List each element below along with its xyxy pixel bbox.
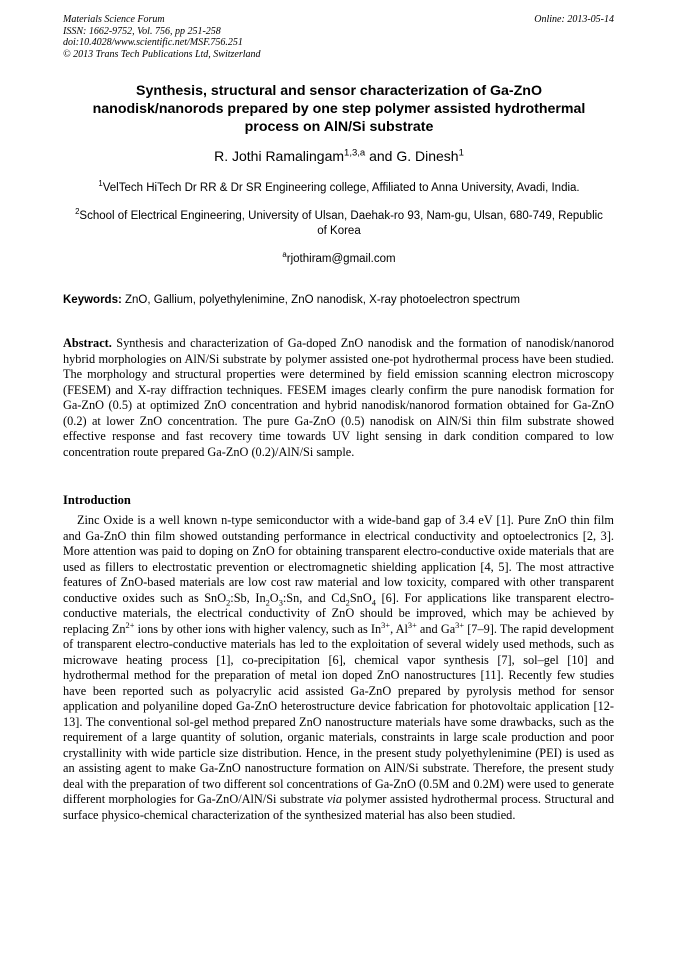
author-2: G. Dinesh <box>396 148 459 164</box>
intro-sub-3: 3 <box>278 597 283 607</box>
intro-text-5: SnO <box>349 590 372 605</box>
copyright-line: © 2013 Trans Tech Publications Ltd, Switzerland <box>63 48 261 60</box>
author-connector: and <box>365 148 397 164</box>
author-1: R. Jothi Ramalingam <box>214 148 345 164</box>
intro-text-1: Zinc Oxide is a well known n-type semiconductor with a wide-band gap of 3.4 eV [1]. Pure ZnO thin film and Ga-ZnO thin film showed outstanding performance in electrical conductivity and optoelectronics [2, 3]. More attention was paid to doping on ZnO for obtaining transparent electro-conductive oxide materials that are used as fillers to electrostatic prevention or electromagnetic shielding application [4, 5]. The most attractive features of ZnO-based materials are low cost raw material and low toxicity, compared with other transparent conductive oxides such as SnO <box>63 513 614 605</box>
intro-sub-5: 4 <box>371 597 376 607</box>
affiliation-2 <box>70 209 608 239</box>
journal-header <box>63 14 261 60</box>
doi-line: doi:10.4028/www.scientific.net/MSF.756.251 <box>63 37 243 48</box>
intro-text-10: [7–9]. The rapid development of transparent electro-conductive materials has led to the exploitation of several widely used methods, such as microwave heating process [1], co-precipitation [6], chemical vapor synthesis [7], sol–gel [10] and hydrothermal method for the preparation of metal ion doped ZnO nanostructures [11]. Recently few studies have been reported such as polyacrylic acid assisted Ga-ZnO prepared by pyrolysis method for sensor application and polyaniline doped Ga-ZnO heterostructure device fabrication for photovoltaic application [12-13]. The conventional sol-gel method prepared ZnO nanostructure materials have some drawbacks, such as the requirement of a large quantity of solution, organic materials, constraints in large scale production and poor crystallinity with wide particle size distribution. Hence, in the present study polyethylenimine (PEI) is used as an assisting agent to make Ga-ZnO nanostructure formation on AlN/Si substrate. Therefore, the present study deal with the preparation of two different sol concentrations of Ga-ZnO (0.5M and 0.2M) were used to generate different morphologies for Ga-ZnO/AlN/Si substrate <box>63 621 614 806</box>
email-line <box>0 252 678 267</box>
intro-sup-4: 3+ <box>455 620 465 630</box>
intro-text-8: , Al <box>390 621 408 636</box>
intro-sup-2: 3+ <box>381 620 391 630</box>
intro-text-9: and Ga <box>416 621 456 636</box>
online-date: Online: 2013-05-14 <box>534 14 614 25</box>
affiliation-1 <box>70 181 608 196</box>
author-2-affiliation-mark: 1 <box>458 147 464 159</box>
issn-line: ISSN: 1662-9752, Vol. 756, pp 251-258 <box>63 25 221 37</box>
introduction-heading: Introduction <box>63 493 131 507</box>
paper-title: Synthesis, structural and sensor characterization of Ga-ZnO nanodisk/nanorods prepared by one step polymer assisted hydrothermal process on AlN/Si substrate <box>92 83 586 135</box>
abstract-label: Abstract. <box>63 336 112 350</box>
author-1-affiliation-mark: 1,3,a <box>344 147 366 159</box>
abstract-text: Synthesis and characterization of Ga-doped ZnO nanodisk and the formation of nanodisk/nanorod hybrid morphologies on AlN/Si substrate by polymer assisted one-pot hydrothermal process have been studied. The morphology and structural properties were determined by field emission scanning electron microscopy (FESEM) and X-ray diffraction techniques. FESEM images clearly confirm the pure nanodisk formation for Ga-ZnO (0.5) at optimized ZnO concentration and hybrid nanodisk/nanorod formation obtained for Ga-ZnO (0.2) at lower ZnO concentration. The pure Ga-ZnO (0.5) nanodisk on AlN/Si thin film substrate showed effective response and fast recovery time towards UV light sensing in dark condition compared to low concentration route prepared Ga-ZnO (0.2)/AlN/Si sample. <box>63 336 614 459</box>
intro-text-2: :Sb, In <box>230 590 266 605</box>
keywords-text: ZnO, Gallium, polyethylenimine, ZnO nanodisk, X-ray photoelectron spectrum <box>121 294 521 306</box>
keywords <box>63 293 615 308</box>
author-line <box>0 147 678 165</box>
affiliation-2-mark: 2 <box>75 207 80 217</box>
affiliation-2-text: School of Electrical Engineering, University of Ulsan, Daehak-ro 93, Nam-gu, Ulsan, 680-749, Republic of Korea <box>79 210 603 237</box>
affiliation-1-mark: 1 <box>98 179 103 189</box>
intro-sub-4: 2 <box>345 597 350 607</box>
affiliation-1-text: VelTech HiTech Dr RR & Dr SR Engineering college, Affiliated to Anna University, Avadi, India. <box>102 182 580 194</box>
email-mark: a <box>282 250 287 260</box>
intro-via: via <box>326 792 342 806</box>
abstract <box>63 336 614 460</box>
introduction-paragraph <box>63 513 614 823</box>
intro-text-11: polymer assisted hydrothermal process. Structural and surface physico-chemical characterization of the synthesized material has also been studied. <box>63 792 614 822</box>
journal-name: Materials Science Forum <box>63 14 165 25</box>
email-address[interactable]: rjothiram@gmail.com <box>286 253 396 265</box>
intro-sub-1: 2 <box>226 597 231 607</box>
intro-sub-2: 2 <box>265 597 270 607</box>
intro-text-7: ions by other ions with higher valency, such as In <box>134 621 382 636</box>
keywords-label: Keywords: <box>63 294 122 306</box>
intro-text-6: [6]. For applications like transparent electro-conductive materials, the electrical conductivity of ZnO should be improved, which may be achieved by replacing Zn <box>63 590 614 636</box>
intro-text-4: :Sn, and Cd <box>282 590 346 605</box>
intro-sup-1: 2+ <box>125 620 135 630</box>
intro-sup-3: 3+ <box>407 620 417 630</box>
intro-text-3: O <box>269 590 279 605</box>
